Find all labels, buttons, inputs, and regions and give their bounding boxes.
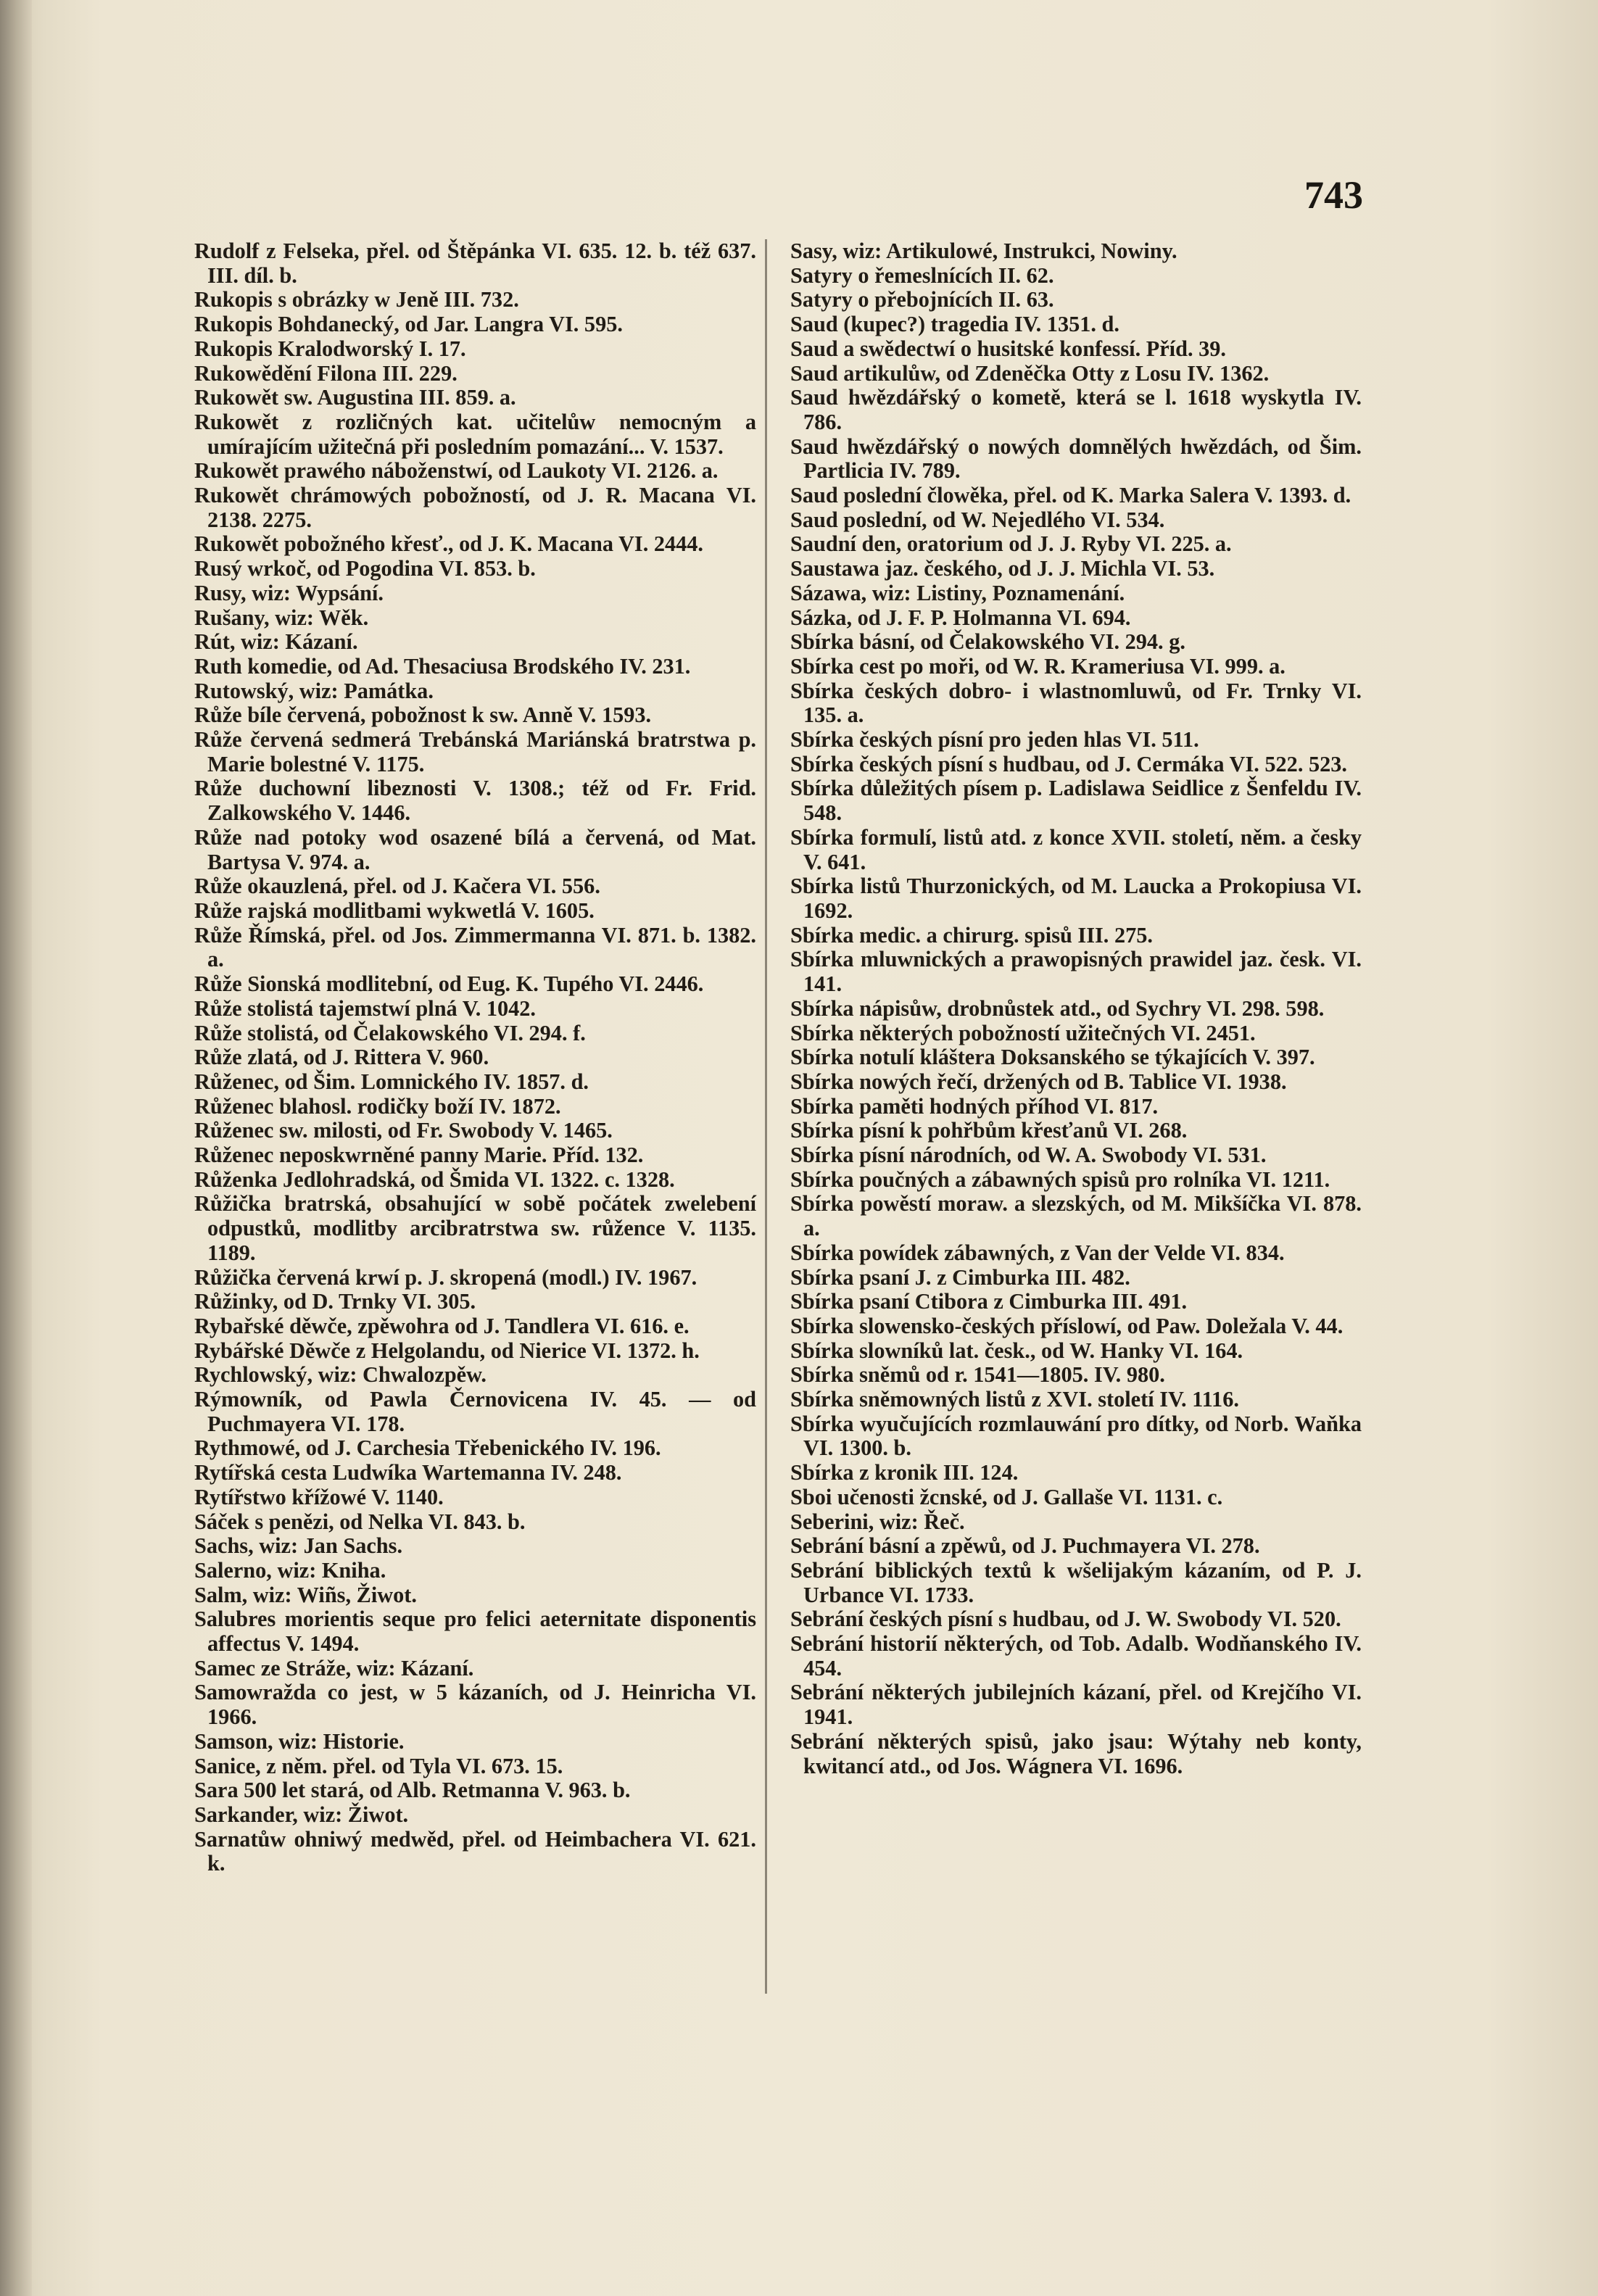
index-entry: Sbírka notulí kláštera Doksanského se týkajících V. 397.	[790, 1045, 1315, 1070]
index-entry: Růže zlatá, od J. Rittera V. 960.	[194, 1045, 489, 1070]
index-entry: Sbírka mluwnických a prawopisných prawidel jaz. česk. VI. 141.	[790, 947, 1362, 997]
index-entry: Sbírka slowníků lat. česk., od W. Hanky VI. 164.	[790, 1338, 1243, 1363]
index-entry: Rychlowský, wiz: Chwalozpěw.	[194, 1362, 487, 1388]
index-entry: Rukopis s obrázky w Jeně III. 732.	[194, 287, 519, 312]
index-entry: Růže stolistá, od Čelakowského VI. 294. f.	[194, 1020, 586, 1045]
index-entry: Sasy, wiz: Artikulowé, Instrukci, Nowiny.	[790, 239, 1177, 263]
index-entry: Sbírka cest po moři, od W. R. Krameriusa VI. 999. a.	[790, 653, 1286, 679]
index-entry: Rytířstwo křížowé V. 1140.	[194, 1484, 444, 1509]
index-entry: Sanice, z něm. přel. od Tyla VI. 673. 15.	[194, 1753, 563, 1778]
index-entry: Rukowět chrámowých pobožností, od J. R. Macana VI. 2138. 2275.	[194, 483, 756, 532]
index-entry: Rybářské Děwče z Helgolandu, od Nierice VI. 1372. h.	[194, 1338, 700, 1363]
index-entry: Rythmowé, od J. Carchesia Třebenického IV. 196.	[194, 1435, 661, 1461]
index-entry: Růže Římská, přel. od Jos. Zimmermanna VI. 871. b. 1382. a.	[194, 922, 756, 972]
index-entry: Rušany, wiz: Wěk.	[194, 605, 369, 630]
index-entry: Saud poslední, od W. Nejedlého VI. 534.	[790, 507, 1165, 532]
index-entry: Samson, wiz: Historie.	[194, 1728, 405, 1754]
index-entry: Sarnatůw ohniwý medwěd, přel. od Heimbachera VI. 621. k.	[194, 1826, 756, 1876]
index-entry: Saud artikulůw, od Zdeněčka Otty z Losu IV. 1362.	[790, 360, 1270, 386]
index-entry: Sázawa, wiz: Listiny, Poznamenání.	[790, 580, 1125, 605]
index-entry: Sbírka písní národních, od W. A. Swobody VI. 531.	[790, 1143, 1267, 1168]
index-entry: Sbírka nowých řečí, držených od B. Tablice VI. 1938.	[790, 1069, 1287, 1094]
index-entry: Saustawa jaz. českého, od J. J. Michla VI. 53.	[790, 556, 1215, 581]
index-entry: Sbírka powídek zábawných, z Van der Velde VI. 834.	[790, 1240, 1285, 1265]
index-entry: Rukowět z rozličných kat. učitelůw nemocným a umírajícím užitečná při posledním pomazání... V. 1537.	[194, 409, 756, 459]
index-entry: Saudní den, oratorium od J. J. Ryby VI. 225. a.	[790, 531, 1232, 557]
index-entry: Sbírka českých písní s hudbau, od J. Cermáka VI. 522. 523.	[790, 751, 1347, 776]
index-entry: Sebrání některých jubilejních kázaní, přel. od Krejčího VI. 1941.	[790, 1680, 1362, 1730]
index-entry: Sbírka sněmowných listů z XVI. století IV. 1116.	[790, 1387, 1239, 1412]
index-entry: Růžička červená krwí p. J. skropená (modl.) IV. 1967.	[194, 1264, 697, 1290]
index-entry: Sbírka z kronik III. 124.	[790, 1460, 1019, 1485]
index-entry: Sbírka písní k pohřbům křesťanů VI. 268.	[790, 1118, 1188, 1143]
index-entry: Rukowět prawého náboženstwí, od Laukoty VI. 2126. a.	[194, 458, 719, 484]
index-entry: Rutowský, wiz: Památka.	[194, 678, 434, 703]
index-entry: Rusý wrkoč, od Pogodina VI. 853. b.	[194, 556, 536, 581]
index-entry: Sbírka básní, od Čelakowského VI. 294. g.	[790, 629, 1185, 655]
index-entry: Sebrání básní a zpěwů, od J. Puchmayera VI. 278.	[790, 1533, 1260, 1559]
index-entry: Sbírka sněmů od r. 1541—1805. IV. 980.	[790, 1362, 1165, 1388]
index-entry: Rudolf z Felseka, přel. od Štěpánka VI. 635. 12. b. též 637. III. díl. b.	[194, 239, 756, 288]
index-entry: Růžinky, od D. Trnky VI. 305.	[194, 1289, 476, 1314]
index-entry: Salubres morientis seque pro felici aeternitate disponentis affectus V. 1494.	[194, 1607, 756, 1657]
index-entry: Rukopis Kralodworský I. 17.	[194, 336, 466, 361]
index-entry: Rýmowník, od Pawla Černovicena IV. 45. — od Puchmayera VI. 178.	[194, 1387, 756, 1436]
index-entry: Sbírka medic. a chirurg. spisů III. 275.	[790, 922, 1153, 948]
index-entry: Sbírka některých pobožností užitečných VI. 2451.	[790, 1020, 1256, 1045]
index-entry: Sboi učenosti žcnské, od J. Gallaše VI. 1131. c.	[790, 1484, 1223, 1509]
index-entry: Růženka Jedlohradská, od Šmida VI. 1322. c. 1328.	[194, 1166, 675, 1192]
index-entry: Sbírka českých písní pro jeden hlas VI. 511.	[790, 727, 1199, 753]
index-entry: Saud (kupec?) tragedia IV. 1351. d.	[790, 312, 1119, 337]
index-entry: Sbírka paměti hodných příhod VI. 817.	[790, 1093, 1159, 1119]
index-entry: Sachs, wiz: Jan Sachs.	[194, 1533, 403, 1559]
index-entry: Růženec neposkwrněné panny Marie. Příd. 132.	[194, 1143, 644, 1168]
index-entry: Saud hwězdářský o kometě, která se l. 1618 wyskytla IV. 786.	[790, 385, 1362, 434]
index-entry: Sbírka powěstí moraw. a slezských, od M. Mikšíčka VI. 878. a.	[790, 1191, 1362, 1241]
index-entry: Růže duchowní libeznosti V. 1308.; též od Fr. Frid. Zalkowského V. 1446.	[194, 776, 756, 826]
index-entry: Růže okauzlená, přel. od J. Kačera VI. 556.	[194, 874, 600, 899]
index-entry: Růžička bratrská, obsahující w sobě počátek zwelebení odpustků, modlitby arcibratrstwa sw. růžence V. 1135. 1189.	[194, 1191, 756, 1265]
index-entry: Satyry o přebojnících II. 63.	[790, 287, 1054, 312]
index-entry: Růže bíle červená, pobožnost k sw. Anně V. 1593.	[194, 703, 652, 728]
index-entry: Růže stolistá tajemstwí plná V. 1042.	[194, 995, 537, 1021]
index-entry: Sbírka důležitých písem p. Ladislawa Seidlice z Šenfeldu IV. 548.	[790, 776, 1362, 826]
index-entry: Salerno, wiz: Kniha.	[194, 1557, 386, 1583]
index-entry: Samec ze Stráže, wiz: Kázaní.	[194, 1655, 474, 1680]
index-entry: Růženec blahosl. rodičky boží IV. 1872.	[194, 1093, 561, 1119]
index-column-right	[790, 239, 1362, 1778]
index-entry: Růže Sionská modlitební, od Eug. K. Tupého VI. 2446.	[194, 971, 704, 997]
index-entry: Rukowět pobožného křesť., od J. K. Macana VI. 2444.	[194, 531, 704, 557]
index-entry: Sara 500 let stará, od Alb. Retmanna V. 963. b.	[194, 1778, 631, 1803]
index-entry: Salm, wiz: Wiñs, Žiwot.	[194, 1582, 417, 1607]
index-entry: Saud poslední člowěka, přel. od K. Marka Salera V. 1393. d.	[790, 483, 1351, 508]
index-entry: Seberini, wiz: Řeč.	[790, 1509, 965, 1534]
column-divider	[765, 239, 767, 1994]
index-entry: Sebrání biblických textů k wšelijakým kázaním, od P. J. Urbance VI. 1733.	[790, 1557, 1362, 1607]
index-entry: Sebrání některých spisů, jako jsau: Wýtahy neb konty, kwitancí atd., od Jos. Wágnera VI. 1696.	[790, 1728, 1362, 1778]
index-entry: Rukowět sw. Augustina III. 859. a.	[194, 385, 516, 410]
index-entry: Růženec sw. milosti, od Fr. Swobody V. 1465.	[194, 1118, 613, 1143]
index-entry: Růže červená sedmerá Trebánská Mariánská bratrstwa p. Marie bolestné V. 1175.	[194, 727, 756, 776]
index-entry: Rybařské děwče, zpěwohra od J. Tandlera VI. 616. e.	[194, 1313, 690, 1338]
index-entry: Rukopis Bohdanecký, od Jar. Langra VI. 595.	[194, 312, 623, 337]
index-entry: Sbírka nápisůw, drobnůstek atd., od Sychry VI. 298. 598.	[790, 995, 1325, 1021]
index-entry: Sbírka listů Thurzonických, od M. Laucka a Prokopiusa VI. 1692.	[790, 874, 1362, 923]
index-entry: Samowražda co jest, w 5 kázaních, od J. Heinricha VI. 1966.	[194, 1680, 756, 1730]
index-entry: Sbírka psaní Ctibora z Cimburka III. 491.	[790, 1289, 1188, 1314]
index-entry: Sáček s penězi, od Nelka VI. 843. b.	[194, 1509, 526, 1534]
index-entry: Sbírka slowensko-českých příslowí, od Paw. Doležala V. 44.	[790, 1313, 1344, 1338]
index-entry: Sbírka psaní J. z Cimburka III. 482.	[790, 1264, 1130, 1290]
index-entry: Rukowědění Filona III. 229.	[194, 360, 458, 386]
index-entry: Sebrání historií některých, od Tob. Adalb. Wodňanského IV. 454.	[790, 1631, 1362, 1680]
index-entry: Růže rajská modlitbami wykwetlá V. 1605.	[194, 898, 595, 923]
index-entry: Sarkander, wiz: Žiwot.	[194, 1802, 409, 1827]
book-binding-edge	[0, 0, 32, 2296]
index-entry: Sázka, od J. F. P. Holmanna VI. 694.	[790, 605, 1131, 630]
index-entry: Sbírka českých dobro- i wlastnomluwů, od Fr. Trnky VI. 135. a.	[790, 678, 1362, 728]
page-number: 743	[1304, 173, 1363, 217]
index-entry: Sbírka poučných a zábawných spisů pro rolníka VI. 1211.	[790, 1166, 1330, 1192]
index-entry: Růženec, od Šim. Lomnického IV. 1857. d.	[194, 1069, 589, 1094]
index-entry: Satyry o řemeslnících II. 62.	[790, 262, 1054, 288]
index-entry: Sebrání českých písní s hudbau, od J. W. Swobody VI. 520.	[790, 1607, 1341, 1632]
index-entry: Růže nad potoky wod osazené bílá a červená, od Mat. Bartysa V. 974. a.	[194, 824, 756, 874]
index-entry: Saud a swědectwí o husitské konfessí. Příd. 39.	[790, 336, 1226, 361]
index-entry: Ruth komedie, od Ad. Thesaciusa Brodského IV. 231.	[194, 653, 691, 679]
index-column-left	[194, 239, 756, 1876]
index-entry: Sbírka formulí, listů atd. z konce XVII. století, něm. a česky V. 641.	[790, 824, 1362, 874]
index-entry: Rusy, wiz: Wypsání.	[194, 580, 384, 605]
index-entry: Rút, wiz: Kázaní.	[194, 629, 358, 655]
index-entry: Saud hwězdářský o nowých domnělých hwězdách, od Šim. Partlicia IV. 789.	[790, 434, 1362, 484]
index-entry: Rytířská cesta Ludwíka Wartemanna IV. 248.	[194, 1460, 622, 1485]
index-entry: Sbírka wyučujících rozmlauwání pro dítky, od Norb. Waňka VI. 1300. b.	[790, 1411, 1362, 1461]
